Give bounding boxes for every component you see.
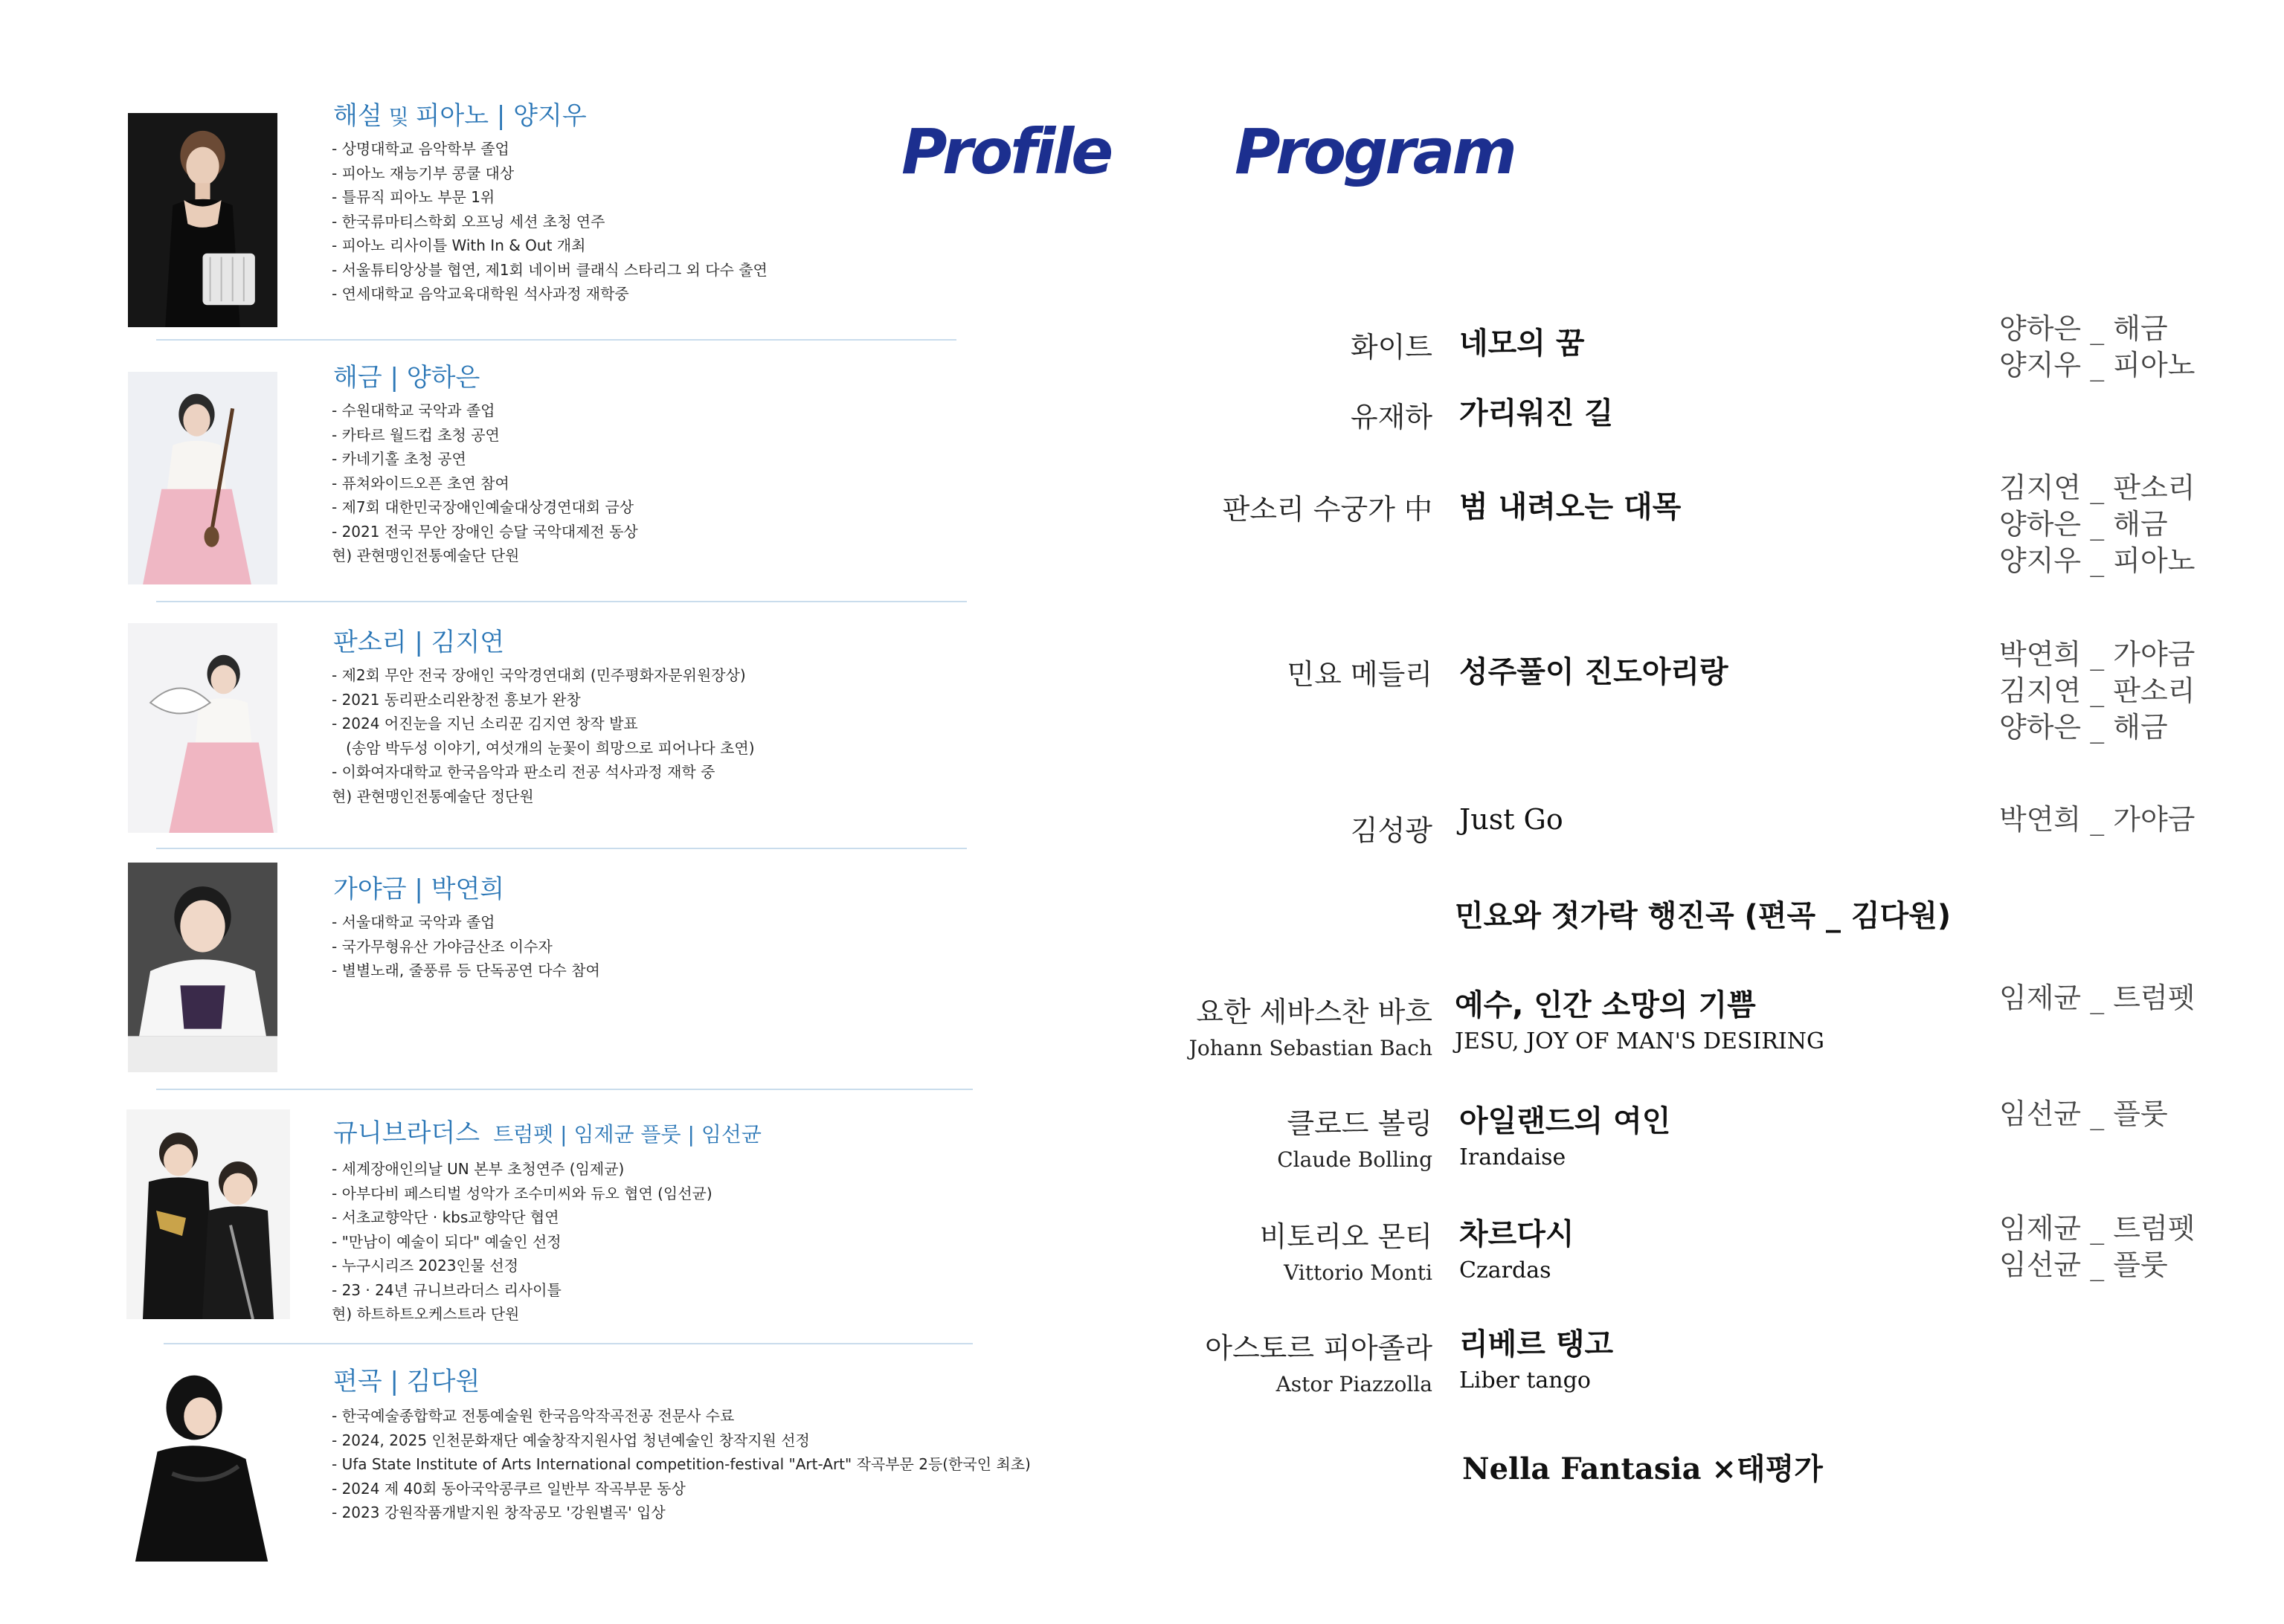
program-work-title: 예수, 인간 소망의 기쁨 — [1455, 988, 1756, 1022]
program-performers — [1999, 470, 2195, 579]
program-work-title: Just Go — [1459, 803, 1563, 836]
program-composer — [1260, 1214, 1432, 1285]
profile-title-sub: 트럼펫 | 임제균 플룻 | 임선균 — [493, 1122, 762, 1147]
profile-title-park-yeonhee: 가야금 | 박연희 — [333, 874, 505, 904]
program-work-title-en: Irandaise — [1459, 1144, 1566, 1170]
program-work — [1459, 803, 1563, 836]
profile-photo-yang-jiwoo — [128, 113, 277, 327]
program-performers — [1999, 980, 2195, 1016]
bullet: - 연세대학교 음악교육대학원 석사과정 재학중 — [332, 285, 629, 303]
program-work — [1459, 1211, 1574, 1283]
profile-title-gyuni-brothers — [333, 1112, 762, 1149]
bullet: - 카타르 월드컵 초청 공연 — [332, 425, 500, 444]
program-work — [1459, 1098, 1670, 1170]
program-work — [1459, 390, 1613, 432]
program-composer-ko: 클로드 볼링 — [1287, 1107, 1432, 1140]
bullet: 현) 하트하트오케스트라 단원 — [332, 1305, 520, 1323]
performer: 양하은 _ 해금 — [1999, 711, 2168, 744]
program-work — [1459, 320, 1585, 362]
bullet: - 23 · 24년 규니브라더스 리사이틀 — [332, 1280, 562, 1299]
performer: 박연희 _ 가야금 — [1999, 638, 2195, 671]
profile-divider — [156, 848, 967, 849]
performer: 양하은 _ 해금 — [1999, 312, 2168, 345]
program-work-title: Nella Fantasia ×태평가 — [1462, 1451, 1823, 1486]
bullet: - 한국류마티스학회 오프닝 세션 초청 연주 — [332, 212, 605, 231]
bullet: - 피아노 리사이틀 With In & Out 개최 — [332, 236, 586, 254]
profile-bullets-yang-jiwoo — [332, 137, 768, 306]
bullet: - 틀뮤직 피아노 부문 1위 — [332, 188, 495, 206]
program-composer-ko: 아스토르 피아졸라 — [1205, 1332, 1432, 1364]
program-composer: 민요 메들리 — [1287, 658, 1432, 691]
bullet: - 세계장애인의날 UN 본부 초청연주 (임제균) — [332, 1160, 625, 1178]
profile-title-yang-jiwoo — [333, 95, 587, 132]
bullet: - 국가무형유산 가야금산조 이수자 — [332, 937, 553, 956]
program-work-title-en: Czardas — [1459, 1257, 1551, 1283]
program-work-title: 성주풀이 진도아리랑 — [1459, 655, 1728, 689]
bullet: - 2024 제 40회 동아국악콩쿠르 일반부 작곡부문 동상 — [332, 1479, 686, 1498]
program-composer — [1277, 1101, 1432, 1172]
program-composer: 화이트 — [1350, 331, 1432, 364]
performer: 양지우 _ 피아노 — [1999, 544, 2195, 577]
program-work-title: 민요와 젓가락 행진곡 (편곡 _ 김다원) — [1455, 899, 1952, 933]
profile-divider — [164, 1343, 973, 1344]
bullet: - 누구시리즈 2023인물 선정 — [332, 1257, 519, 1275]
profile-title-main: 해설 — [333, 101, 382, 131]
program-work — [1459, 483, 1681, 526]
profile-photo-yang-haeun — [128, 372, 277, 584]
bullet: - Ufa State Institute of Arts International competition-festival "Art-Art" 작곡부문 2등(한국인 최초) — [332, 1455, 1031, 1473]
profile-title-conjunction: 및 — [382, 105, 416, 129]
program-work — [1459, 648, 1728, 691]
program-work — [1459, 1321, 1613, 1393]
program-composer-en: Astor Piazzolla — [1275, 1372, 1432, 1396]
program-composer — [1189, 989, 1432, 1060]
profile-bullets-park-yeonhee — [332, 910, 600, 983]
program-composer: 유재하 — [1350, 401, 1432, 434]
program-work — [1455, 982, 1824, 1054]
performer: 김지연 _ 판소리 — [1999, 674, 2195, 707]
bullet: 현) 관현맹인전통예술단 단원 — [332, 547, 520, 564]
profile-bullets-yang-haeun — [332, 399, 638, 568]
bullet: - 아부다비 페스티벌 성악가 조수미씨와 듀오 협연 (임선균) — [332, 1184, 712, 1202]
performer: 양하은 _ 해금 — [1999, 508, 2168, 541]
profile-title-yang-haeun: 해금 | 양하은 — [333, 363, 480, 393]
bullet: - 카네기홀 초청 공연 — [332, 450, 466, 468]
program-heading: Program — [1235, 115, 1514, 188]
program-composer — [1205, 1325, 1432, 1396]
program-composer: 판소리 수궁가 中 — [1222, 493, 1432, 526]
program-work-title: 리베르 탱고 — [1459, 1327, 1614, 1362]
program-performers — [1999, 1096, 2168, 1132]
program-work — [1462, 1446, 1823, 1488]
bullet: - 서울튜티앙상블 협연, 제1회 네이버 클래식 스타리그 외 다수 출연 — [332, 260, 768, 279]
profile-heading: Profile — [901, 115, 1111, 188]
program-work-title: 범 내려오는 대목 — [1459, 490, 1682, 524]
bullet: - 제2회 무안 전국 장애인 국악경연대회 (민주평화자문위원장상) — [332, 666, 746, 684]
performer: 임선균 _ 플룻 — [1999, 1098, 2168, 1130]
bullet: - 서초교향악단 · kbs교향악단 협연 — [332, 1208, 559, 1226]
program-performers — [1999, 802, 2195, 838]
profile-photo-kim-dawon — [128, 1356, 283, 1562]
program-composer-en: Johann Sebastian Bach — [1188, 1036, 1432, 1060]
program-composer: 김성광 — [1350, 814, 1432, 847]
profile-photo-park-yeonhee — [128, 863, 277, 1072]
bullet: - 제7회 대한민국장애인예술대상경연대회 금상 — [332, 498, 634, 516]
program-work-title: 네모의 꿈 — [1459, 326, 1585, 361]
profile-bullets-gyuni-brothers — [332, 1157, 712, 1327]
program-work-title: 아일랜드의 여인 — [1459, 1104, 1671, 1138]
program-composer-en: Vittorio Monti — [1284, 1260, 1432, 1285]
program-work-title-en: Liber tango — [1459, 1367, 1591, 1393]
profile-title-kim-jiyeon: 판소리 | 김지연 — [333, 628, 505, 657]
bullet: - 상명대학교 음악학부 졸업 — [332, 140, 509, 158]
performer: 김지연 _ 판소리 — [1999, 471, 2195, 504]
bullet: (송암 박두성 이야기, 여섯개의 눈꽃이 희망으로 피어나다 초연) — [332, 738, 755, 757]
program-work-title: 가리워진 길 — [1459, 396, 1614, 431]
program-work-title: 차르다시 — [1459, 1217, 1574, 1251]
performer: 임제균 _ 트럼펫 — [1999, 982, 2195, 1014]
program-composer-en: Claude Bolling — [1277, 1147, 1432, 1172]
bullet: 현) 관현맹인전통예술단 정단원 — [332, 787, 534, 805]
bullet: - 2021 동리판소리완창전 흥보가 완창 — [332, 690, 581, 709]
performer: 박연희 _ 가야금 — [1999, 803, 2195, 836]
program-performers — [1999, 1211, 2195, 1283]
bullet: - "만남이 예술이 되다" 예술인 선정 — [332, 1232, 562, 1251]
bullet: - 이화여자대학교 한국음악과 판소리 전공 석사과정 재학 중 — [332, 763, 715, 781]
program-performers — [1999, 637, 2195, 746]
profile-divider — [156, 1089, 973, 1090]
program-performers — [1999, 311, 2195, 384]
bullet: - 서울대학교 국악과 졸업 — [332, 913, 495, 931]
bullet: - 퓨쳐와이드오픈 초연 참여 — [332, 474, 509, 492]
program-work — [1455, 892, 1951, 935]
program-work-title-en: JESU, JOY OF MAN'S DESIRING — [1455, 1028, 1824, 1054]
bullet: - 2021 전국 무안 장애인 승달 국악대제전 동상 — [332, 522, 638, 541]
bullet: - 피아노 재능기부 콩쿨 대상 — [332, 164, 515, 182]
profile-divider — [156, 601, 967, 602]
performer: 양지우 _ 피아노 — [1999, 349, 2195, 381]
profile-photo-kim-jiyeon — [128, 623, 277, 833]
profile-bullets-kim-dawon — [332, 1404, 1031, 1525]
performer: 임제균 _ 트럼펫 — [1999, 1212, 2195, 1245]
profile-title-main: 규니브라더스 — [333, 1118, 480, 1148]
bullet: - 수원대학교 국악과 졸업 — [332, 402, 495, 419]
bullet: - 2023 강원작품개발지원 창작공모 '강원별곡' 입상 — [332, 1504, 666, 1521]
bullet: - 별별노래, 줄풍류 등 단독공연 다수 참여 — [332, 961, 600, 979]
program-composer-ko: 요한 세바스찬 바흐 — [1196, 996, 1432, 1028]
bullet: - 2024, 2025 인천문화재단 예술창작지원사업 청년예술인 창작지원 선정 — [332, 1431, 810, 1449]
bullet: - 2024 어진눈을 지닌 소리꾼 김지연 창작 발표 — [332, 715, 638, 732]
profile-title-rest: 피아노 | 양지우 — [415, 101, 587, 131]
profile-photo-gyuni-brothers — [126, 1109, 290, 1319]
bullet: - 한국예술종합학교 전통예술원 한국음악작곡전공 전문사 수료 — [332, 1407, 735, 1425]
profile-bullets-kim-jiyeon — [332, 663, 755, 808]
program-composer-ko: 비토리오 몬티 — [1259, 1220, 1432, 1253]
performer: 임선균 _ 플룻 — [1999, 1248, 2168, 1281]
profile-divider — [156, 339, 956, 341]
profile-title-kim-dawon: 편곡 | 김다원 — [333, 1367, 480, 1396]
